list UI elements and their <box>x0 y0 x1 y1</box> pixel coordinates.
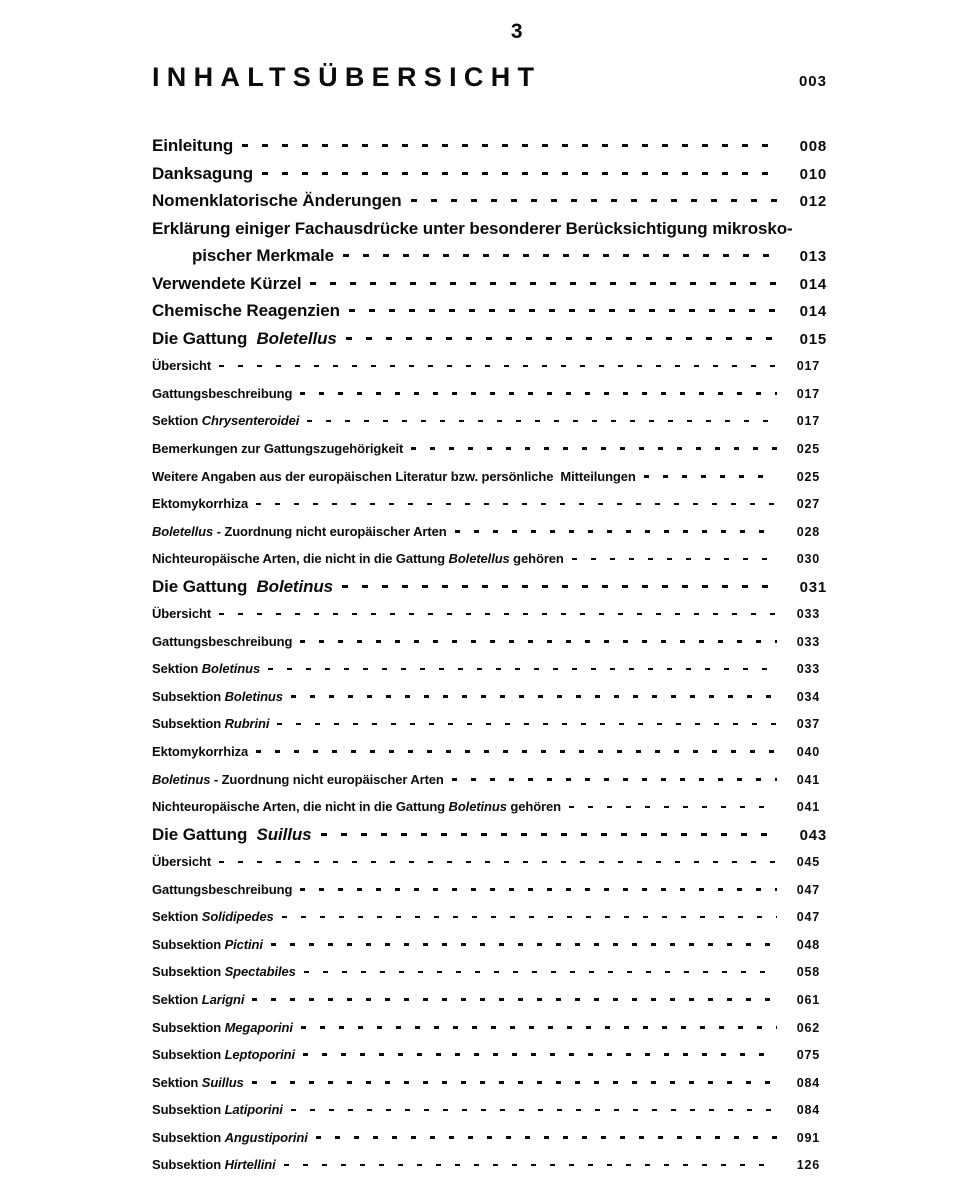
toc-page-number: 030 <box>796 552 820 567</box>
toc-entry-label <box>152 297 340 325</box>
toc-page-number: 017 <box>796 414 820 429</box>
entry-text: Die Gattung <box>152 328 257 348</box>
toc-page-number: 015 <box>799 330 827 348</box>
toc-row <box>152 160 827 188</box>
entry-text: Die Gattung <box>152 824 257 844</box>
toc-row <box>152 683 820 711</box>
toc-page-number: 017 <box>796 386 820 401</box>
toc-list <box>152 132 827 1179</box>
toc-row <box>152 380 820 408</box>
toc-entry-label <box>152 793 561 821</box>
page-title-pagenum: 003 <box>798 73 827 90</box>
toc-entry-label <box>152 655 260 683</box>
taxon-name-italic: Boletinus <box>152 771 211 787</box>
dash-leader <box>300 888 777 891</box>
toc-page-number: 084 <box>796 1075 820 1090</box>
toc-entry-label <box>152 187 402 215</box>
toc-entry-label <box>152 435 403 463</box>
toc-row <box>152 187 827 215</box>
entry-text: Subsektion <box>152 688 225 704</box>
taxon-name-italic: Suillus <box>256 824 312 844</box>
entry-text: - Zuordnung nicht europäischer Arten <box>213 523 447 539</box>
toc-row <box>152 407 820 435</box>
toc-page-number: 043 <box>799 826 827 844</box>
toc-entry-label <box>152 600 211 628</box>
dash-leader <box>252 1081 777 1084</box>
toc-page-number: 075 <box>796 1048 820 1063</box>
taxon-name-italic: Suillus <box>201 1074 244 1090</box>
taxon-name-italic: Angustiporini <box>224 1129 308 1145</box>
dash-leader <box>455 530 777 533</box>
toc-page-number: 031 <box>799 578 827 596</box>
toc-entry-label <box>152 215 793 243</box>
toc-page-number: 028 <box>796 524 820 539</box>
entry-text: Subsektion <box>152 1019 225 1035</box>
toc-row <box>152 352 820 380</box>
taxon-name-italic: Latiporini <box>224 1102 283 1118</box>
dash-leader <box>268 668 777 671</box>
toc-row <box>152 132 827 160</box>
dash-leader <box>219 613 777 616</box>
dash-leader <box>242 144 779 147</box>
toc-entry-label <box>192 242 334 270</box>
entry-text: - Zuordnung nicht europäischer Arten <box>210 771 444 787</box>
entry-text: Weitere Angaben aus der europäischen Literatur bzw. persönliche Mitteilungen <box>152 468 636 484</box>
toc-entry-label <box>152 738 248 766</box>
entry-text: Subsektion <box>152 1047 225 1063</box>
taxon-name-italic: Larigni <box>201 991 245 1007</box>
dash-leader <box>219 861 777 864</box>
toc-row <box>152 1151 820 1179</box>
toc-page-number: 048 <box>796 937 820 952</box>
dash-leader <box>349 309 779 312</box>
dash-leader <box>291 695 777 698</box>
dash-leader <box>411 447 777 450</box>
toc-row <box>152 848 820 876</box>
dash-leader <box>310 282 779 285</box>
dash-leader <box>303 1053 777 1056</box>
toc-page-number: 013 <box>799 248 827 266</box>
toc-row <box>152 600 820 628</box>
toc-row <box>152 1014 820 1042</box>
toc-entry-label <box>152 407 299 435</box>
toc-row <box>152 490 820 518</box>
toc-entry-label <box>152 380 292 408</box>
toc-page-number: 027 <box>796 497 820 512</box>
toc-row <box>152 766 820 794</box>
entry-text: Ektomykorrhiza <box>152 496 249 512</box>
toc-entry-label <box>152 1041 295 1069</box>
entry-text: Verwendete Kürzel <box>152 273 302 293</box>
toc-page-number: 040 <box>796 745 820 760</box>
toc-row <box>152 1124 820 1152</box>
toc-entry-label <box>152 270 301 298</box>
toc-row <box>152 655 820 683</box>
toc-page-number: 037 <box>796 717 820 732</box>
toc-page-number: 025 <box>796 469 820 484</box>
entry-text: Chemische Reagenzien <box>152 301 340 321</box>
dash-leader <box>301 1026 777 1029</box>
taxon-name-italic: Boletinus <box>224 688 283 704</box>
toc-row <box>152 1041 820 1069</box>
toc-entry-label <box>152 986 244 1014</box>
entry-text: Gattungsbeschreibung <box>152 633 293 649</box>
dash-leader <box>277 723 777 726</box>
toc-page-number: 014 <box>799 303 827 321</box>
entry-text: Subsektion <box>152 1157 225 1173</box>
dash-leader <box>316 1136 777 1139</box>
entry-text: Bemerkungen zur Gattungszugehörigkeit <box>152 441 404 457</box>
dash-leader <box>284 1164 777 1167</box>
dash-leader <box>300 392 777 395</box>
taxon-name-italic: Pictini <box>224 936 263 952</box>
entry-text: Die Gattung <box>152 576 257 596</box>
toc-entry-label <box>152 160 253 188</box>
entry-text: Nichteuropäische Arten, die nicht in die Gattung <box>152 551 449 567</box>
taxon-name-italic: Boletinus <box>256 576 334 596</box>
entry-text: Sektion <box>152 413 202 429</box>
toc-row <box>152 270 827 298</box>
toc-row <box>152 1069 820 1097</box>
toc-entry-label <box>152 573 333 601</box>
toc-entry-label <box>152 325 337 353</box>
toc-entry-label <box>152 1096 283 1124</box>
taxon-name-italic: Chrysenteroidei <box>201 413 300 429</box>
entry-text: Subsektion <box>152 936 225 952</box>
page-header <box>152 62 827 93</box>
toc-page-number: 041 <box>796 772 820 787</box>
toc-row <box>152 958 820 986</box>
dash-leader <box>452 778 777 781</box>
toc-page-number: 058 <box>796 965 820 980</box>
dash-leader <box>304 971 777 974</box>
taxon-name-italic: Spectabiles <box>224 964 296 980</box>
dash-leader <box>411 199 779 202</box>
toc-entry-label <box>152 518 447 546</box>
toc-page-number: 047 <box>796 910 820 925</box>
toc-page-number: 033 <box>796 634 820 649</box>
toc-page-number: 091 <box>796 1130 820 1145</box>
dash-leader <box>256 750 777 753</box>
toc-page-number: 010 <box>799 165 827 183</box>
toc-entry-label <box>152 1014 293 1042</box>
entry-text: Sektion <box>152 991 202 1007</box>
toc-page-number: 047 <box>796 882 820 897</box>
toc-row <box>152 545 820 573</box>
toc-entry-label <box>152 1124 308 1152</box>
entry-text: Einleitung <box>152 136 234 155</box>
toc-row <box>152 463 820 491</box>
dash-leader <box>342 585 779 588</box>
toc-entry-label <box>152 821 312 849</box>
entry-text: Subsektion <box>152 1102 225 1118</box>
toc-entry-label <box>152 545 564 573</box>
dash-leader <box>346 337 779 340</box>
dash-leader <box>262 172 779 175</box>
toc-row <box>152 903 820 931</box>
toc-row <box>152 793 820 821</box>
taxon-name-italic: Solidipedes <box>201 909 274 925</box>
dash-leader <box>256 503 777 506</box>
toc-row <box>152 297 827 325</box>
toc-entry-label <box>152 848 211 876</box>
toc-entry-label <box>152 683 283 711</box>
toc-page-number: 126 <box>796 1158 820 1173</box>
toc-entry-label <box>152 931 263 959</box>
entry-text: Übersicht <box>152 606 212 622</box>
toc-page-number: 034 <box>796 689 820 704</box>
toc-page-number: 045 <box>796 855 820 870</box>
toc-row <box>152 931 820 959</box>
entry-text: gehören <box>506 799 561 815</box>
entry-text: Erklärung einiger Fachausdrücke unter besonderer Berücksichtigung mikrosko- <box>152 218 793 238</box>
entry-text: Gattungsbeschreibung <box>152 881 293 897</box>
taxon-name-italic: Boletellus <box>256 328 337 348</box>
toc-page-number: 033 <box>796 607 820 622</box>
toc-row <box>152 573 827 601</box>
folio-number: 3 <box>510 20 524 43</box>
toc-row <box>152 242 827 270</box>
dash-leader <box>321 833 779 836</box>
toc-row <box>152 215 827 243</box>
toc-entry-label <box>152 1151 276 1179</box>
entry-text: Übersicht <box>152 854 212 870</box>
toc-entry-label <box>152 490 248 518</box>
taxon-name-italic: Leptoporini <box>224 1047 295 1063</box>
entry-text: Gattungsbeschreibung <box>152 385 293 401</box>
dash-leader <box>252 998 777 1001</box>
entry-text: Sektion <box>152 661 202 677</box>
toc-entry-label <box>152 876 292 904</box>
entry-text: Danksagung <box>152 163 254 183</box>
taxon-name-italic: Rubrini <box>224 716 270 732</box>
toc-entry-label <box>152 132 233 160</box>
toc-page-number: 017 <box>796 359 820 374</box>
dash-leader <box>569 806 777 809</box>
toc-entry-label <box>152 463 636 491</box>
toc-row <box>152 518 820 546</box>
taxon-name-italic: Boletinus <box>448 799 507 815</box>
dash-leader <box>271 943 777 946</box>
dash-leader <box>300 640 777 643</box>
toc-row <box>152 1096 820 1124</box>
entry-text: pischer Merkmale <box>192 246 335 266</box>
dash-leader <box>572 558 777 561</box>
toc-entry-label <box>152 766 444 794</box>
entry-text: Nomenklatorische Änderungen <box>152 191 402 211</box>
taxon-name-italic: Megaporini <box>224 1019 293 1035</box>
entry-text: Übersicht <box>152 358 212 374</box>
toc-row <box>152 821 827 849</box>
entry-text: Sektion <box>152 909 202 925</box>
toc-page-number: 033 <box>796 662 820 677</box>
taxon-name-italic: Boletellus <box>448 551 510 567</box>
toc-entry-label <box>152 958 296 986</box>
dash-leader <box>219 365 777 368</box>
toc-entry-label <box>152 710 269 738</box>
taxon-name-italic: Hirtellini <box>224 1157 276 1173</box>
entry-text: Subsektion <box>152 964 225 980</box>
page-title: INHALTSÜBERSICHT <box>152 62 542 92</box>
entry-text: Subsektion <box>152 1129 225 1145</box>
entry-text: Subsektion <box>152 716 225 732</box>
toc-entry-label <box>152 628 292 656</box>
dash-leader <box>307 420 777 423</box>
toc-row <box>152 435 820 463</box>
toc-row <box>152 986 820 1014</box>
toc-page-number: 061 <box>796 992 820 1007</box>
taxon-name-italic: Boletinus <box>201 661 261 677</box>
toc-page-number: 025 <box>796 442 820 457</box>
toc-page-number: 041 <box>796 800 820 815</box>
toc-row <box>152 738 820 766</box>
dash-leader <box>282 916 777 919</box>
entry-text: Sektion <box>152 1074 202 1090</box>
toc-row <box>152 710 820 738</box>
entry-text: gehören <box>509 551 564 567</box>
toc-page-number: 008 <box>799 138 827 155</box>
dash-leader <box>291 1109 777 1112</box>
toc-page-number: 062 <box>796 1020 820 1035</box>
toc-page-number: 012 <box>799 193 827 211</box>
taxon-name-italic: Boletellus <box>152 523 214 539</box>
toc-entry-label <box>152 352 211 380</box>
toc-page-number: 084 <box>796 1103 820 1118</box>
toc-entry-label <box>152 903 274 931</box>
entry-text: Nichteuropäische Arten, die nicht in die Gattung <box>152 799 449 815</box>
toc-entry-label <box>152 1069 244 1097</box>
toc-row <box>152 628 820 656</box>
dash-leader <box>644 475 777 478</box>
toc-row <box>152 876 820 904</box>
entry-text: Ektomykorrhiza <box>152 744 249 760</box>
toc-row <box>152 325 827 353</box>
dash-leader <box>343 254 779 257</box>
toc-page-number: 014 <box>799 275 827 293</box>
